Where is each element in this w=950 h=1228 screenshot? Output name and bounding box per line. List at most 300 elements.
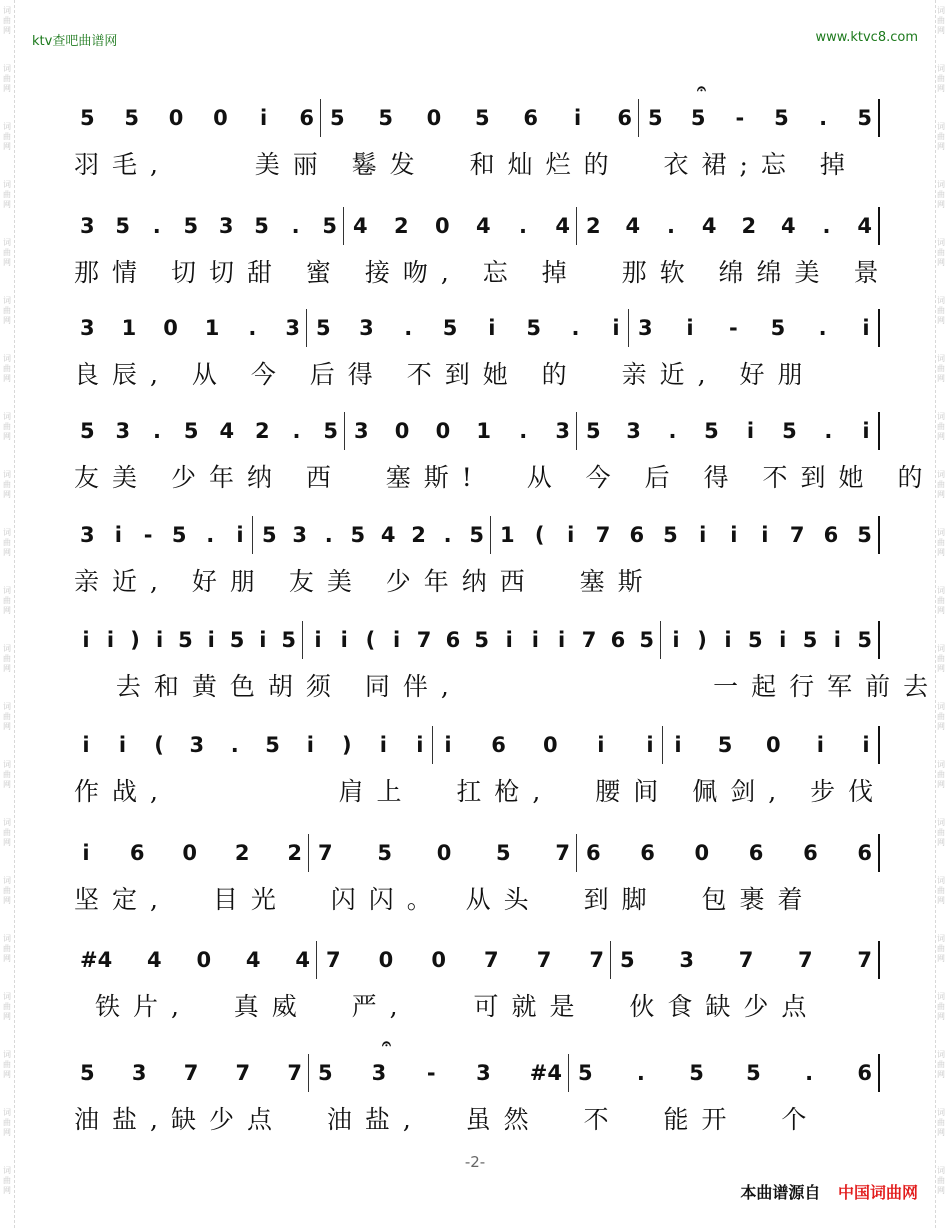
note: .	[805, 1061, 814, 1085]
note: 0	[766, 733, 781, 757]
note: i	[699, 523, 707, 547]
measure	[578, 830, 880, 876]
watermark-glyph: 网	[937, 26, 945, 35]
watermark-glyph: 网	[937, 258, 945, 267]
bar-line	[308, 1054, 309, 1092]
lyric-text: 良辰, 从 今 后得 不到她 的 亲近, 好朋	[74, 360, 816, 389]
measure	[304, 617, 662, 663]
notation-row	[0, 830, 950, 876]
note: i	[340, 628, 348, 652]
note: 5	[717, 733, 733, 757]
watermark-glyph: 词	[3, 644, 11, 653]
watermark-glyph: 词	[3, 992, 11, 1001]
watermark-glyph: 曲	[3, 248, 11, 257]
bar-line	[878, 1054, 880, 1092]
measure	[318, 937, 612, 983]
note: 5	[316, 316, 331, 340]
note: 3	[476, 1061, 491, 1085]
watermark-glyph: 曲	[937, 538, 945, 547]
score-system	[0, 203, 950, 305]
bar-line	[660, 621, 661, 659]
watermark-glyph: 网	[937, 1128, 945, 1137]
lyric-text: 羽毛, 美丽 鬈发 和灿烂的 衣裙;忘 掉	[74, 150, 858, 179]
note: 5	[782, 419, 797, 443]
watermark-glyph: 曲	[3, 1176, 11, 1185]
watermark-glyph: 曲	[937, 422, 945, 431]
note: 5	[377, 841, 392, 865]
note: 0	[426, 106, 442, 130]
note: i	[833, 628, 841, 652]
measure	[662, 617, 880, 663]
note: 4	[625, 214, 641, 238]
lyrics-row	[0, 562, 950, 602]
bar-line	[306, 309, 307, 347]
note: i	[567, 523, 575, 547]
watermark-glyph: 词	[3, 64, 11, 73]
watermark-glyph: 网	[3, 896, 11, 905]
bar-line	[878, 834, 880, 872]
note: 3	[189, 733, 205, 757]
watermark-glyph: 曲	[937, 74, 945, 83]
watermark-glyph: 曲	[3, 944, 11, 953]
watermark-glyph: 网	[937, 84, 945, 93]
lyric-text: 友美 少年纳 西 塞斯! 从 今 后 得 不到她 的	[74, 463, 936, 492]
watermark-glyph: 词	[3, 238, 11, 247]
note: 5	[262, 523, 277, 547]
measure	[664, 722, 880, 768]
note: .	[443, 523, 452, 547]
note: 5	[620, 948, 635, 972]
bar-line	[878, 621, 880, 659]
watermark-glyph: 词	[937, 64, 945, 73]
notation-row	[0, 203, 950, 249]
note: 3	[292, 523, 307, 547]
note: 5	[80, 419, 95, 443]
measure	[72, 617, 304, 663]
note: 2	[234, 841, 250, 865]
watermark-glyph: 词	[3, 1166, 11, 1175]
watermark-glyph: 曲	[937, 190, 945, 199]
score-system	[0, 722, 950, 824]
bar-line	[878, 516, 880, 554]
score-system	[0, 830, 950, 932]
note: i	[392, 628, 401, 652]
bar-line	[308, 834, 309, 872]
measure	[345, 203, 578, 249]
note: 5	[330, 106, 345, 130]
watermark-glyph: 曲	[937, 1176, 945, 1185]
note: 0	[163, 316, 178, 340]
watermark-glyph: 网	[3, 84, 11, 93]
measure	[254, 512, 492, 558]
note: 5	[254, 214, 269, 238]
watermark-glyph: 词	[3, 586, 11, 595]
note: i	[531, 628, 539, 652]
note: 5	[183, 419, 199, 443]
note: 1	[121, 316, 137, 340]
note: i	[612, 316, 620, 340]
watermark-glyph: 曲	[937, 654, 945, 663]
note: i	[488, 316, 496, 340]
watermark-glyph: 网	[3, 606, 11, 615]
lyrics-row	[0, 253, 950, 293]
watermark-glyph: 网	[937, 1070, 945, 1079]
note: i	[114, 523, 122, 547]
note: i	[155, 628, 164, 652]
score-system	[0, 512, 950, 614]
note: 6	[491, 733, 506, 757]
watermark-glyph: 曲	[3, 16, 11, 25]
note: 0	[378, 948, 394, 972]
note: i	[730, 523, 738, 547]
note: 6	[129, 841, 145, 865]
note: .	[668, 419, 677, 443]
bar-line	[320, 99, 321, 137]
note: 5	[802, 628, 818, 652]
note: -	[735, 106, 745, 130]
note: 6	[617, 106, 632, 130]
page-number: -2-	[464, 1153, 486, 1171]
note: 6	[586, 841, 601, 865]
note: 5	[80, 1061, 95, 1085]
watermark-glyph: 词	[937, 1050, 945, 1059]
note: 1	[476, 419, 492, 443]
bar-line	[878, 309, 880, 347]
watermark-glyph: 网	[937, 1186, 945, 1195]
score-system	[0, 1034, 950, 1152]
note: 5	[378, 106, 393, 130]
watermark-glyph: 曲	[3, 886, 11, 895]
measure	[72, 512, 254, 558]
note: 5	[322, 214, 337, 238]
watermark-glyph: 曲	[3, 1060, 11, 1069]
bar-line	[490, 516, 491, 554]
watermark-glyph: 网	[3, 780, 11, 789]
watermark-glyph: 网	[937, 722, 945, 731]
measure	[72, 305, 308, 351]
note: 5	[748, 628, 763, 652]
note: 7	[416, 628, 432, 652]
note: i	[862, 316, 870, 340]
watermark-glyph: 词	[3, 528, 11, 537]
note: 7	[798, 948, 813, 972]
watermark-glyph: 曲	[937, 364, 945, 373]
measure	[72, 95, 322, 141]
lyric-text: 亲近, 好朋 友美 少年纳西 塞斯	[74, 567, 656, 596]
note: 6	[823, 523, 839, 547]
watermark-glyph: 曲	[3, 712, 11, 721]
note: i	[674, 733, 682, 757]
measure	[72, 203, 345, 249]
note: .	[636, 1061, 645, 1085]
note: 5	[115, 214, 130, 238]
note: 5	[857, 628, 872, 652]
watermark-glyph: 词	[3, 122, 11, 131]
watermark-glyph: 曲	[937, 828, 945, 837]
watermark-glyph: 网	[3, 548, 11, 557]
watermark-glyph: 网	[3, 1128, 11, 1137]
site-url-right[interactable]: www.ktvc8.com	[815, 30, 918, 45]
note: 5	[704, 419, 719, 443]
note: .	[248, 316, 257, 340]
note: )	[697, 628, 707, 652]
note: i	[505, 628, 513, 652]
watermark-glyph: 网	[3, 432, 11, 441]
notation-row	[0, 408, 950, 454]
watermark-glyph: 网	[937, 606, 945, 615]
watermark-glyph: 曲	[3, 422, 11, 431]
note: 5	[281, 628, 296, 652]
watermark-glyph: 曲	[3, 1118, 11, 1127]
watermark-glyph: 词	[3, 1050, 11, 1059]
note: i	[444, 733, 452, 757]
note: 7	[857, 948, 872, 972]
watermark-glyph: 词	[937, 6, 945, 15]
note: i	[306, 733, 314, 757]
note: #4	[529, 1061, 562, 1085]
note: 4	[245, 948, 261, 972]
watermark-glyph: 网	[937, 374, 945, 383]
note: 5	[183, 214, 199, 238]
watermark-glyph: 曲	[3, 596, 11, 605]
watermark-glyph: 曲	[3, 364, 11, 373]
watermark-glyph: 曲	[937, 132, 945, 141]
note: 0	[435, 419, 451, 443]
note: 6	[523, 106, 538, 130]
note: 1	[204, 316, 220, 340]
note: 0	[196, 948, 212, 972]
note: 5	[178, 628, 193, 652]
note: 3	[638, 316, 653, 340]
watermark-glyph: 曲	[3, 74, 11, 83]
watermark-glyph: 网	[3, 142, 11, 151]
note: 7	[555, 841, 570, 865]
note: 4	[353, 214, 368, 238]
note: 5	[474, 106, 490, 130]
fermata-icon: 𝄐	[382, 1034, 391, 1053]
lyrics-row	[0, 987, 950, 1027]
watermark-glyph: 词	[3, 354, 11, 363]
credit-label: 本曲谱源自	[740, 1183, 821, 1202]
lyric-text: 那情 切切甜 蜜 接吻, 忘 掉 那软 绵绵美 景	[74, 258, 892, 287]
note: i	[672, 628, 680, 652]
watermark-glyph: 词	[937, 528, 945, 537]
note: 7	[235, 1061, 251, 1085]
watermark-glyph: 网	[937, 896, 945, 905]
note: 3	[359, 316, 374, 340]
measure	[640, 95, 880, 141]
note: 7	[484, 948, 499, 972]
note: i	[259, 628, 267, 652]
bar-line	[316, 941, 317, 979]
watermark-glyph: 词	[3, 934, 11, 943]
watermark-glyph: 词	[937, 934, 945, 943]
note: i	[816, 733, 824, 757]
note: 7	[183, 1061, 199, 1085]
note: (	[154, 733, 164, 757]
watermark-glyph: 网	[3, 490, 11, 499]
measure	[72, 1050, 310, 1096]
measure	[434, 722, 664, 768]
bar-line	[878, 412, 880, 450]
score-system	[0, 617, 950, 719]
note: 0	[543, 733, 558, 757]
note: 5	[229, 628, 245, 652]
note: 5	[689, 1061, 704, 1085]
notation-row	[0, 937, 950, 983]
lyrics-row	[0, 355, 950, 395]
watermark-glyph: 网	[3, 316, 11, 325]
watermark-glyph: 词	[937, 586, 945, 595]
watermark-glyph: 网	[3, 200, 11, 209]
lyrics-row	[0, 458, 950, 498]
watermark-glyph: 词	[3, 702, 11, 711]
bar-line	[638, 99, 639, 137]
watermark-glyph: 网	[3, 722, 11, 731]
note: i	[646, 733, 654, 757]
note: i	[597, 733, 605, 757]
note: 6	[857, 841, 872, 865]
note: i	[118, 733, 127, 757]
note: .	[230, 733, 239, 757]
note: 2	[411, 523, 426, 547]
watermark-glyph: 词	[937, 760, 945, 769]
note: .	[519, 214, 527, 238]
note: .	[206, 523, 215, 547]
watermark-glyph: 网	[937, 548, 945, 557]
note: i	[557, 628, 566, 652]
bar-line	[343, 207, 344, 245]
note: 5	[265, 733, 280, 757]
note: .	[819, 106, 828, 130]
note: .	[519, 419, 528, 443]
watermark-glyph: 网	[937, 838, 945, 847]
note: 4	[295, 948, 310, 972]
site-name-left[interactable]: ktv查吧曲谱网	[32, 34, 118, 49]
watermark-glyph: 网	[937, 316, 945, 325]
bar-line	[662, 726, 663, 764]
note: i	[862, 733, 870, 757]
note: 6	[610, 628, 626, 652]
measure	[308, 305, 630, 351]
watermark-glyph: 网	[937, 490, 945, 499]
note: i	[416, 733, 424, 757]
note: 7	[581, 628, 597, 652]
note: 5	[124, 106, 140, 130]
note: 3	[80, 214, 95, 238]
watermark-glyph: 网	[3, 26, 11, 35]
watermark-glyph: 词	[937, 702, 945, 711]
notation-row	[0, 617, 950, 663]
note: 7	[287, 1061, 302, 1085]
watermark-glyph: 词	[3, 876, 11, 885]
bar-line	[576, 207, 577, 245]
note: 0	[213, 106, 228, 130]
watermark-glyph: 曲	[937, 306, 945, 315]
notation-row	[0, 79, 950, 141]
watermark-glyph: 词	[937, 992, 945, 1001]
measure	[578, 408, 880, 454]
note: 0	[694, 841, 710, 865]
measure	[72, 408, 346, 454]
note: 2	[254, 419, 270, 443]
watermark-glyph: 词	[3, 180, 11, 189]
note: (	[365, 628, 376, 652]
note: i	[82, 841, 90, 865]
watermark-glyph: 网	[3, 954, 11, 963]
watermark-glyph: 词	[3, 818, 11, 827]
note: 6	[299, 106, 314, 130]
bar-line	[576, 412, 577, 450]
watermark-glyph: 曲	[937, 1118, 945, 1127]
watermark-glyph: 曲	[937, 16, 945, 25]
fermata-icon: 𝄐	[697, 79, 706, 98]
note: 4	[147, 948, 162, 972]
note: 3	[626, 419, 641, 443]
note: i	[207, 628, 215, 652]
measure	[346, 408, 578, 454]
note: 5	[857, 523, 872, 547]
notation-row	[0, 722, 950, 768]
watermark-glyph: 词	[937, 180, 945, 189]
note: 5	[857, 106, 872, 130]
note: 3	[80, 316, 95, 340]
note: )	[130, 628, 140, 652]
note: 5	[774, 106, 789, 130]
note: 7	[589, 948, 604, 972]
note: 2	[287, 841, 302, 865]
lyric-text: 油盐,缺少点 油盐, 虽然 不 能开 个	[74, 1105, 820, 1134]
note: 0	[436, 841, 452, 865]
note: -	[728, 316, 738, 340]
lyrics-row	[0, 667, 950, 707]
note: 4	[476, 214, 491, 238]
credit-site-link[interactable]: 中国词曲网	[837, 1183, 918, 1202]
note: 3	[115, 419, 131, 443]
note: 7	[318, 841, 333, 865]
watermark-glyph: 曲	[3, 132, 11, 141]
bar-line	[878, 99, 880, 137]
bar-line	[252, 516, 253, 554]
note: 0	[435, 214, 450, 238]
watermark-glyph: 词	[3, 412, 11, 421]
note: i	[106, 628, 115, 652]
note: 5	[578, 1061, 593, 1085]
measure	[72, 830, 310, 876]
score-system	[0, 305, 950, 407]
note: 0	[394, 419, 410, 443]
note: 3	[285, 316, 300, 340]
note: 3	[354, 419, 369, 443]
bar-line	[302, 621, 303, 659]
watermark-glyph: 曲	[937, 886, 945, 895]
note: 6	[803, 841, 818, 865]
lyric-text: 坚定, 目光 闪闪。 从头 到脚 包裹着	[74, 885, 816, 914]
note: 0	[182, 841, 197, 865]
watermark-glyph: 曲	[3, 480, 11, 489]
note: )	[342, 733, 352, 757]
note: i	[314, 628, 322, 652]
measure	[310, 830, 578, 876]
watermark-glyph: 词	[937, 354, 945, 363]
watermark-glyph: 网	[937, 1012, 945, 1021]
note: -	[426, 1061, 436, 1085]
watermark-glyph: 网	[3, 1070, 11, 1079]
notation-row	[0, 1034, 950, 1096]
watermark-glyph: 曲	[937, 480, 945, 489]
measure	[322, 95, 640, 141]
note: 3	[371, 1061, 387, 1085]
